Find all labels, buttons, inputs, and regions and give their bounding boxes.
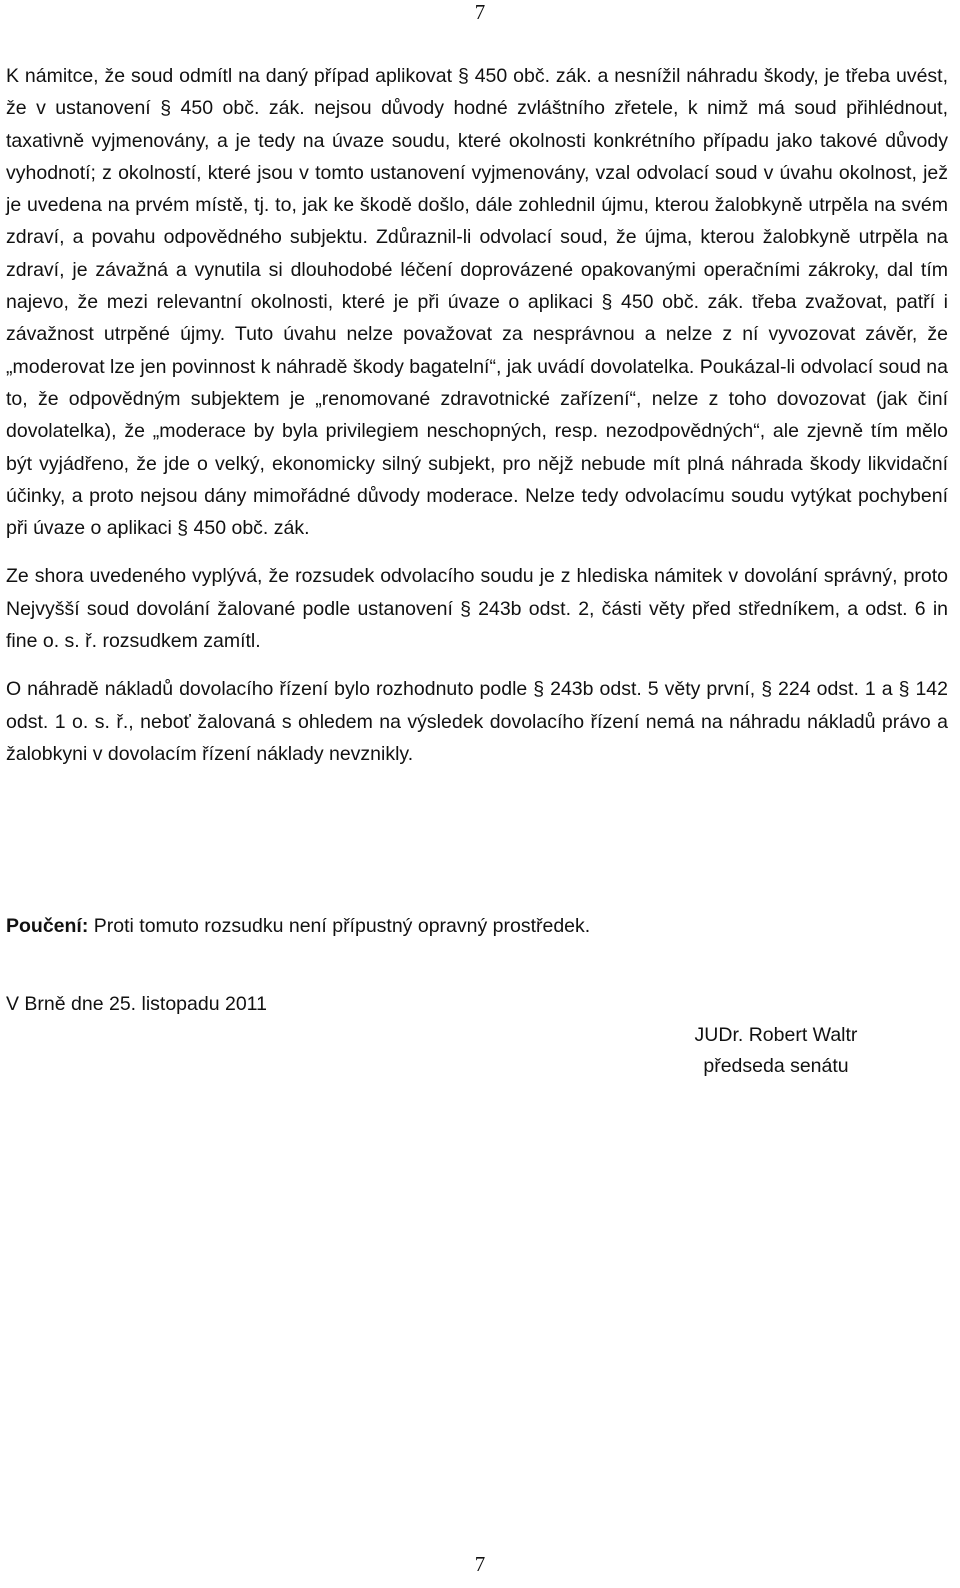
page-number-top: 7 xyxy=(474,0,486,24)
paragraph-moderation: K námitce, že soud odmítl na daný případ aplikovat § 450 obč. zák. a nesnížil náhradu škody, je třeba uvést, že v ustanovení § 450 obč. zák. nejsou důvody hodné zvláštního zřetele, k nimž má soud přihlédnout, taxativně vyjmenovány, a je tedy na úvaze soudu, které okolnosti konkrétního případu jako takové důvody vyhodnotí; z okolností, které jsou v tomto ustanovení vyjmenovány, vzal odvolací soud v úvahu okolnost, jež je uvedena na prvém místě, tj. to, jak ke škodě došlo, dále zohlednil újmu, kterou žalobkyně utrpěla na svém zdraví, a povahu odpovědného subjektu. Zdůraznil-li odvolací soud, že újma, kterou žalobkyně utrpěla na zdraví, je závažná a vynutila si dlouhodobé léčení doprovázené opakovanými operačními zákroky, dal tím najevo, že mezi relevantní okolnosti, které je při úvaze o aplikaci § 450 obč. zák. třeba zvažovat, patří i závažnost utrpěné újmy. Tuto úvahu nelze považovat za nesprávnou a nelze z ní vyvozovat závěr, že „moderovat lze jen povinnost k náhradě škody bagatelní“, jak uvádí dovolatelka. Poukázal-li odvolací soud na to, že odpovědným subjektem je „renomované zdravotnické zařízení“, nelze z toho dovozovat (jak činí dovolatelka), že „moderace by byla privilegiem neschopných, resp. nezodpovědných“, ale zjevně tím mělo být vyjádřeno, že jde o velký, ekonomicky silný subjekt, pro nějž nebude mít plná náhrada škody likvidační účinky, a proto nejsou dány mimořádné důvody moderace. Nelze tedy odvolacímu soudu vytýkat pochybení při úvaze o aplikaci § 450 obč. zák. xyxy=(6,65,948,540)
page-number-bottom: 7 xyxy=(474,1552,486,1576)
date-line: V Brně dne 25. listopadu 2011 xyxy=(6,993,267,1015)
instruction-text: Proti tomuto rozsudku není přípustný opravný prostředek. xyxy=(88,915,591,937)
legal-instruction xyxy=(6,912,590,940)
signature-role: předseda senátu xyxy=(703,1055,849,1077)
instruction-label: Poučení: xyxy=(6,915,89,937)
signature-name: JUDr. Robert Waltr xyxy=(694,1024,858,1046)
paragraph-costs: O náhradě nákladů dovolacího řízení bylo rozhodnuto podle § 243b odst. 5 věty první, § 224 odst. 1 a § 142 odst. 1 o. s. ř., neboť žalovaná s ohledem na výsledek dovolacího řízení nemá na náhradu nákladů právo a žalobkyni v dovolacím řízení náklady nevznikly. xyxy=(6,678,948,765)
signature-block xyxy=(666,1020,886,1082)
paragraph-conclusion: Ze shora uvedeného vyplývá, že rozsudek odvolacího soudu je z hlediska námitek v dovolání správný, proto Nejvyšší soud dovolání žalované podle ustanovení § 243b odst. 2, části věty před středníkem, a odst. 6 in fine o. s. ř. rozsudkem zamítl. xyxy=(6,565,948,653)
document-body xyxy=(6,60,948,1077)
